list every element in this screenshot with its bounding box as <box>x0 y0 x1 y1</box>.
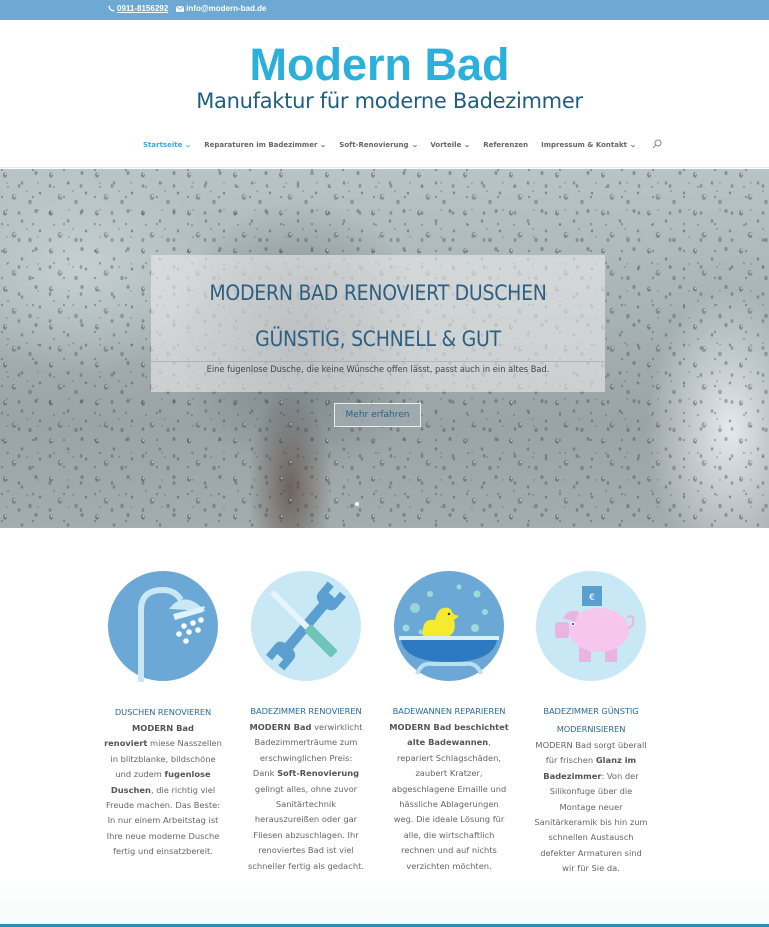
nav-label: Startseite <box>143 141 183 149</box>
nav-label: Impressum & Kontakt <box>541 141 627 149</box>
phone-icon <box>108 5 115 12</box>
feature-title: BADEZIMMER RENOVIEREN <box>250 706 362 716</box>
feature-title <box>521 702 661 738</box>
nav-item-referenzen[interactable] <box>483 141 528 149</box>
site-header <box>0 20 769 168</box>
hero-caption-box <box>151 255 605 392</box>
bathtub-duck-icon <box>393 570 505 682</box>
hero-subtitle: Eine fugenlose Dusche, die keine Wünsche offen lässt, passt auch in ein altes Bad. <box>206 365 550 375</box>
hero-divider <box>151 361 605 362</box>
feature-body: MODERN Bad renoviert miese Nasszellen in blitzblanke, bildschöne und zudem fugenlose Duschen, die richtig viel Freude machen. Das Beste: In nur einem Arbeitstag ist Ihre neue moderne Dusche fertig und einsatzbereit. <box>104 723 222 857</box>
nav-label: Soft-Renovierung <box>339 141 409 149</box>
email-link[interactable] <box>176 4 266 13</box>
contact-info <box>108 4 266 13</box>
top-info-bar <box>0 0 769 20</box>
search-button[interactable] <box>652 139 662 151</box>
main-navigation <box>143 138 662 152</box>
mehr-erfahren-button[interactable]: Mehr erfahren <box>334 403 421 427</box>
logo-subtitle: Manufaktur für moderne Badezimmer <box>196 89 583 113</box>
feature-body: MODERN Bad sorgt überall für frischen Glanz im Badezimmer: Von der Silikonfuge über die Montage neuer Sanitärkeramik bis hin zum schnellen Austausch defekter Armaturen sind wir für Sie da. <box>534 740 648 874</box>
phone-number: 0911-8156292 <box>117 4 169 13</box>
feature-body: MODERN Bad beschichtet alte Badewannen, repariert Schlagschäden, zaubert Kratzer, abgeschlagene Emaille und hässliche Ablagerungen weg. Die ideale Lösung für alle, die wirtschaftlich rechnen und auf nichts verzichten möchten. <box>389 722 509 871</box>
nav-item-impressum-kontakt[interactable] <box>541 141 636 149</box>
nav-label: Vorteile <box>430 141 462 149</box>
nav-label: Reparaturen im Badezimmer <box>204 141 318 149</box>
chevron-down-icon: ⌄ <box>319 141 328 149</box>
feature-title: BADEWANNEN REPARIEREN <box>392 706 506 716</box>
chevron-down-icon: ⌄ <box>184 141 193 149</box>
nav-label: Referenzen <box>483 141 529 149</box>
logo-title: Modern Bad <box>249 39 510 90</box>
phone-link[interactable] <box>108 4 168 13</box>
search-icon <box>652 143 662 151</box>
shower-icon <box>107 570 219 682</box>
piggy-bank-icon <box>535 570 647 682</box>
nav-item-startseite[interactable] <box>143 141 191 149</box>
feature-title-line2: MODERNISIEREN <box>556 724 626 734</box>
svg-text:€: € <box>589 593 595 603</box>
features-section <box>0 528 769 924</box>
site-logo[interactable] <box>0 39 769 114</box>
nav-item-vorteile[interactable] <box>430 141 470 149</box>
slider-dot[interactable] <box>355 502 359 506</box>
chevron-down-icon: ⌄ <box>629 141 637 149</box>
feature-title: DUSCHEN RENOVIEREN <box>114 707 212 717</box>
feature-body: MODERN Bad verwirklicht Badezimmerträume zum erschwinglichen Preis: Dank Soft-Renovierung gelingt alles, ohne zuvor Sanitärtechnik herauszureißen oder gar Fliesen abzuschlagen. Ihr renoviertes Bad ist viel schneller fertig als gedacht. <box>248 722 364 871</box>
chevron-down-icon: ⌄ <box>463 141 472 149</box>
hero-slider <box>0 169 769 528</box>
nav-item-reparaturen[interactable] <box>204 141 326 149</box>
chevron-down-icon: ⌄ <box>410 141 419 149</box>
nav-item-soft-renovierung[interactable] <box>339 141 417 149</box>
email-address: info@modern-bad.de <box>186 4 267 13</box>
feature-title-line1: BADEZIMMER GÜNSTIG <box>543 706 639 716</box>
hero-title-line1: MODERN BAD RENOVIERT DUSCHEN <box>209 281 547 305</box>
tools-icon <box>250 570 362 682</box>
hero-title-line2: GÜNSTIG, SCHNELL & GUT <box>255 327 501 351</box>
envelope-icon <box>176 6 184 12</box>
